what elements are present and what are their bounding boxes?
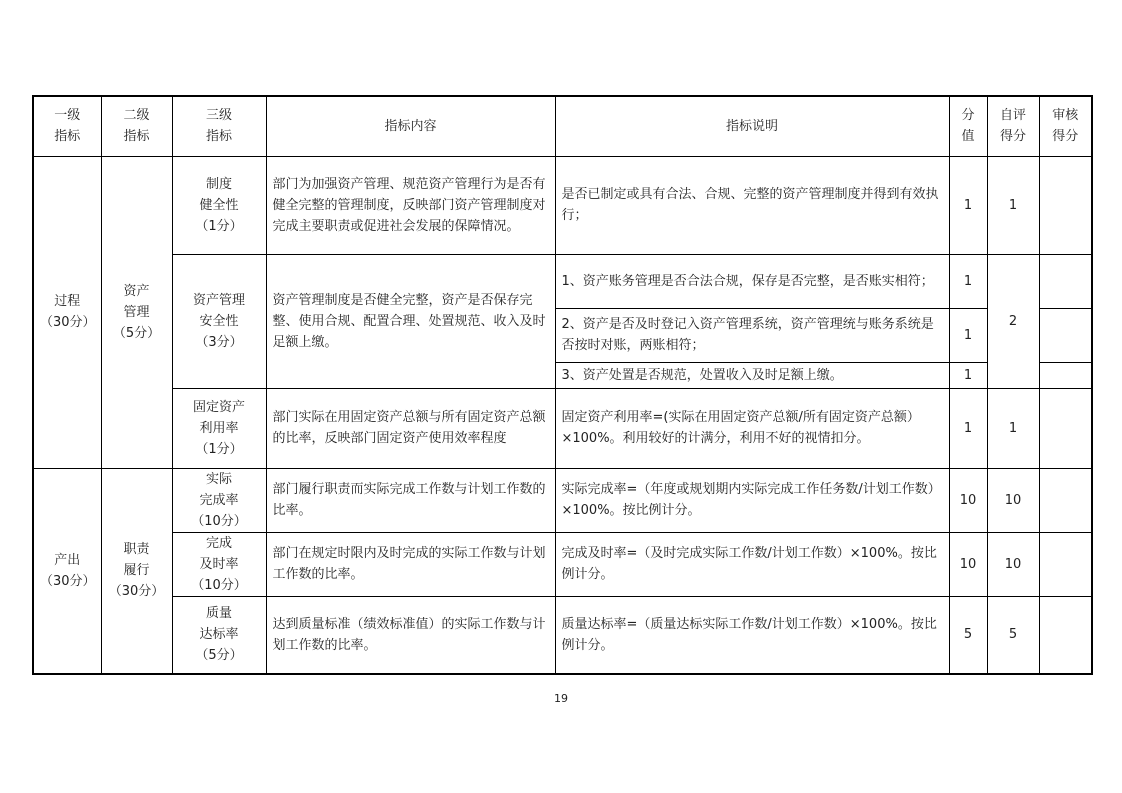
score-cell: 1 [949, 388, 987, 468]
audit-score-cell [1039, 156, 1092, 254]
score-cell: 1 [949, 308, 987, 362]
description-cell: 1、资产账务管理是否合法合规，保存是否完整，是否账实相符； [555, 254, 949, 308]
self-score-cell: 10 [987, 468, 1039, 532]
description-cell: 是否已制定或具有合法、合规、完整的资产管理制度并得到有效执行； [555, 156, 949, 254]
header-level2: 二级 指标 [101, 96, 172, 156]
audit-score-cell [1039, 308, 1092, 362]
level2-asset-management: 资产 管理 （5分） [101, 156, 172, 468]
level1-process: 过程 （30分） [33, 156, 101, 468]
score-cell: 1 [949, 156, 987, 254]
header-score: 分 值 [949, 96, 987, 156]
score-cell: 5 [949, 596, 987, 674]
description-cell: 2、资产是否及时登记入资产管理系统，资产管理统与账务系统是否按时对账，两账相符； [555, 308, 949, 362]
score-cell: 10 [949, 532, 987, 596]
header-audit-score: 审核 得分 [1039, 96, 1092, 156]
table-row [33, 468, 1092, 532]
level2-duty-fulfillment: 职责 履行 （30分） [101, 468, 172, 674]
header-row [33, 96, 1092, 156]
content-cell: 部门实际在用固定资产总额与所有固定资产总额的比率，反映部门固定资产使用效率程度 [266, 388, 555, 468]
level3-cell: 制度 健全性 （1分） [172, 156, 266, 254]
header-self-score: 自评 得分 [987, 96, 1039, 156]
description-cell: 固定资产利用率=(实际在用固定资产总额/所有固定资产总额）×100%。利用较好的计满分，利用不好的视情扣分。 [555, 388, 949, 468]
level1-output: 产出 （30分） [33, 468, 101, 674]
page-number: 19 [554, 692, 568, 705]
content-cell: 部门为加强资产管理、规范资产管理行为是否有健全完整的管理制度，反映部门资产管理制度对完成主要职责或促进社会发展的保障情况。 [266, 156, 555, 254]
description-cell: 实际完成率=（年度或规划期内实际完成工作任务数/计划工作数）×100%。按比例计分。 [555, 468, 949, 532]
audit-score-cell [1039, 468, 1092, 532]
table-row [33, 388, 1092, 468]
content-cell: 达到质量标准（绩效标准值）的实际工作数与计划工作数的比率。 [266, 596, 555, 674]
audit-score-cell [1039, 362, 1092, 388]
header-description: 指标说明 [555, 96, 949, 156]
score-cell: 1 [949, 254, 987, 308]
description-cell: 质量达标率=（质量达标实际工作数/计划工作数）×100%。按比例计分。 [555, 596, 949, 674]
level3-cell: 实际 完成率 （10分） [172, 468, 266, 532]
table-row [33, 254, 1092, 308]
level3-cell: 完成 及时率 （10分） [172, 532, 266, 596]
self-score-cell: 10 [987, 532, 1039, 596]
header-content: 指标内容 [266, 96, 555, 156]
self-score-cell: 1 [987, 156, 1039, 254]
self-score-cell: 5 [987, 596, 1039, 674]
header-level1: 一级 指标 [33, 96, 101, 156]
audit-score-cell [1039, 596, 1092, 674]
content-cell: 部门在规定时限内及时完成的实际工作数与计划工作数的比率。 [266, 532, 555, 596]
audit-score-cell [1039, 388, 1092, 468]
table-row [33, 596, 1092, 674]
level3-cell: 质量 达标率 （5分） [172, 596, 266, 674]
score-cell: 1 [949, 362, 987, 388]
evaluation-table [32, 95, 1093, 675]
content-cell: 资产管理制度是否健全完整，资产是否保存完整、使用合规、配置合理、处置规范、收入及时足额上缴。 [266, 254, 555, 388]
level3-cell: 资产管理 安全性 （3分） [172, 254, 266, 388]
audit-score-cell [1039, 254, 1092, 308]
description-cell: 完成及时率=（及时完成实际工作数/计划工作数）×100%。按比例计分。 [555, 532, 949, 596]
table-row [33, 532, 1092, 596]
audit-score-cell [1039, 532, 1092, 596]
self-score-cell: 2 [987, 254, 1039, 388]
table-row [33, 156, 1092, 254]
self-score-cell: 1 [987, 388, 1039, 468]
score-cell: 10 [949, 468, 987, 532]
header-level3: 三级 指标 [172, 96, 266, 156]
description-cell: 3、资产处置是否规范，处置收入及时足额上缴。 [555, 362, 949, 388]
level3-cell: 固定资产 利用率 （1分） [172, 388, 266, 468]
content-cell: 部门履行职责而实际完成工作数与计划工作数的比率。 [266, 468, 555, 532]
